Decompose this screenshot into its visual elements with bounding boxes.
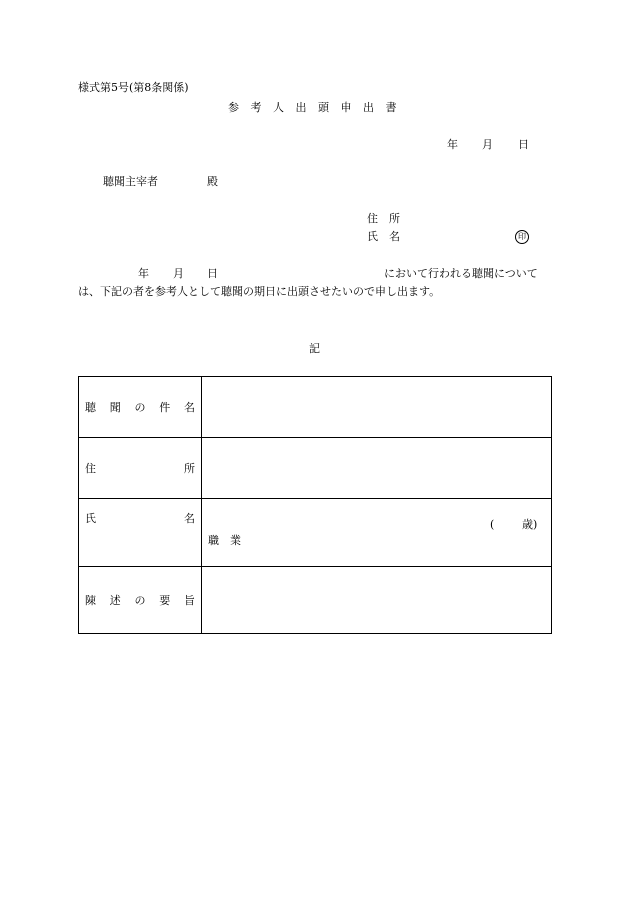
- row-label: [79, 567, 202, 634]
- label-char: 要: [159, 593, 171, 607]
- applicant-address-label: 住 所: [367, 212, 400, 225]
- document-title: [228, 102, 397, 113]
- title-char: 申: [340, 101, 352, 114]
- form-id: 様式第5号(第8条関係): [78, 81, 189, 94]
- table-row: [79, 567, 552, 634]
- label-char: 聞: [109, 400, 121, 414]
- label-char: 件: [159, 400, 171, 414]
- name-field[interactable]: [202, 499, 552, 567]
- title-char: 頭: [318, 101, 329, 114]
- label-char: 名: [184, 511, 195, 525]
- label-char: 氏: [85, 511, 96, 525]
- title-char: 考: [250, 101, 262, 114]
- date-month: 月: [482, 138, 493, 151]
- age-open-paren: (: [490, 518, 495, 531]
- details-table: [78, 376, 552, 634]
- body-year: 年: [138, 267, 149, 280]
- table-row: [79, 377, 552, 438]
- label-char: 述: [109, 593, 121, 607]
- table-row: [79, 438, 552, 499]
- row-label: [79, 438, 202, 499]
- title-char: 出: [363, 101, 374, 114]
- occupation-label: 職 業: [208, 534, 241, 547]
- addressee-label: 聴聞主宰者: [103, 175, 158, 188]
- title-char: 人: [273, 101, 284, 114]
- title-char: 参: [228, 101, 239, 114]
- date-year: 年: [447, 138, 458, 151]
- row-label: [79, 499, 202, 567]
- case-name-field[interactable]: [202, 377, 552, 438]
- seal-icon: 印: [515, 230, 529, 244]
- date-day: 日: [518, 138, 529, 151]
- label-char: の: [134, 593, 146, 607]
- label-char: の: [134, 400, 146, 414]
- applicant-name-label: 氏 名: [367, 230, 400, 243]
- label-char: 所: [184, 461, 195, 475]
- address-field[interactable]: [202, 438, 552, 499]
- body-line2: は、下記の者を参考人として聴聞の期日に出頭させたいので申し出ます。: [78, 285, 441, 298]
- table-row: [79, 499, 552, 567]
- label-char: 住: [85, 461, 96, 475]
- label-char: 旨: [184, 593, 195, 607]
- title-char: 書: [385, 101, 397, 114]
- body-month: 月: [173, 267, 184, 280]
- label-char: 聴: [85, 400, 96, 414]
- body-line1-tail: において行われる聴聞について: [384, 267, 538, 280]
- title-char: 出: [295, 101, 307, 114]
- addressee-suffix: 殿: [207, 175, 218, 188]
- statement-summary-field[interactable]: [202, 567, 552, 634]
- ki-heading: 記: [309, 342, 320, 355]
- age-unit: 歳): [522, 518, 538, 531]
- body-day: 日: [207, 267, 218, 280]
- row-label: [79, 377, 202, 438]
- label-char: 名: [184, 400, 195, 414]
- label-char: 陳: [85, 593, 96, 607]
